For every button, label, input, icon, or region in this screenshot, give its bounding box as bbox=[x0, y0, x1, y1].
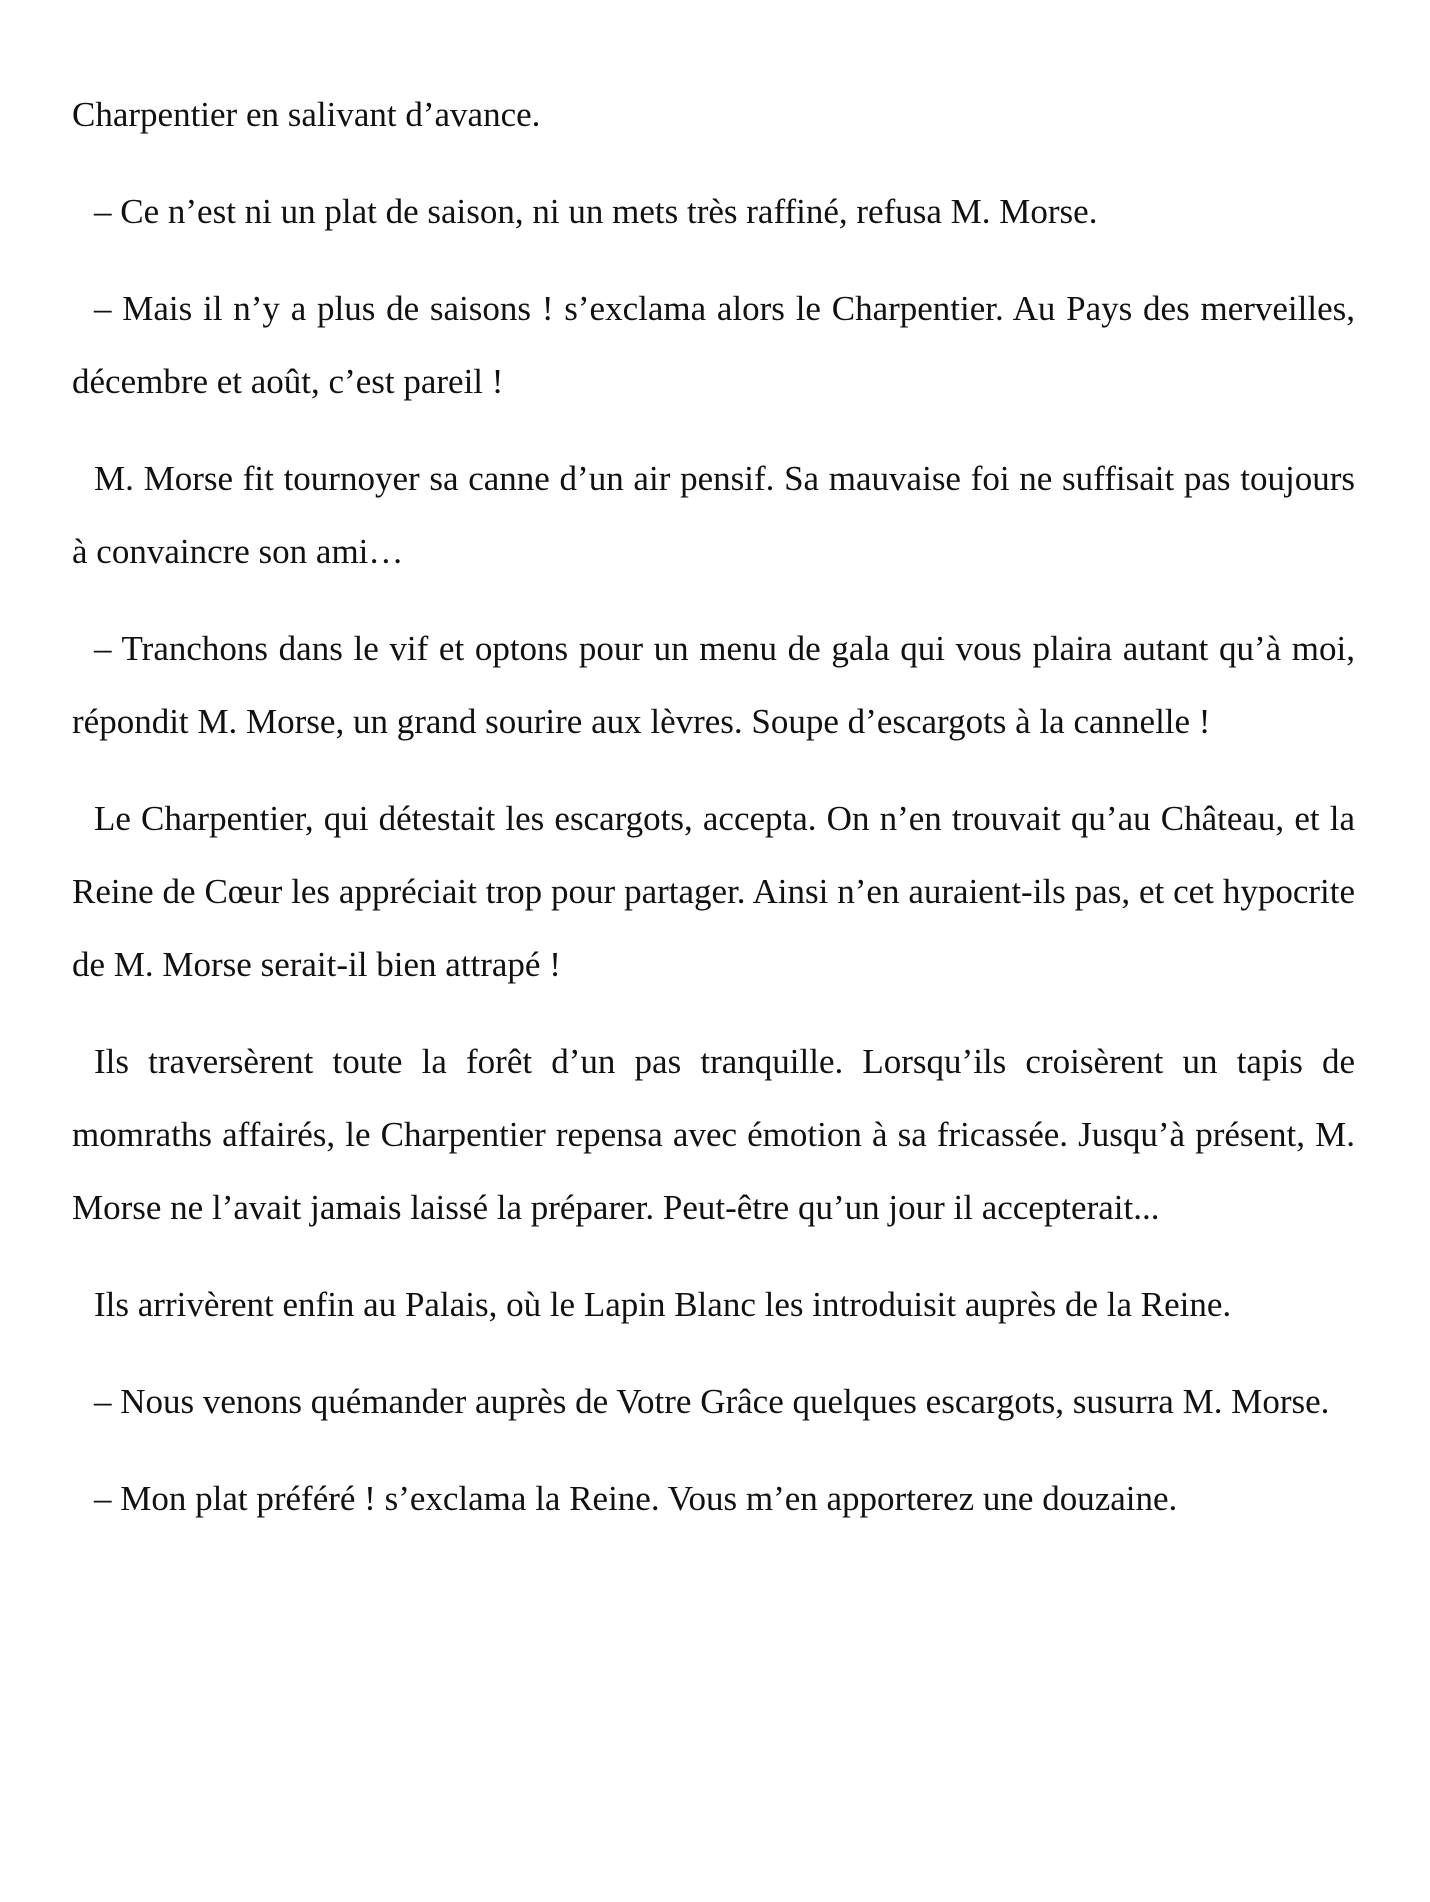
paragraph: Ils traversèrent toute la forêt d’un pas tranquille. Lorsqu’ils croisèrent un tapis de momraths affairés, le Charpentier repensa avec émotion à sa fricassée. Jusqu’à présent, M. Morse ne l’avait jamais laissé la préparer. Peut-être qu’un jour il accepterait... bbox=[72, 1042, 1355, 1227]
paragraph-dialogue: – Ce n’est ni un plat de saison, ni un mets très raffiné, refusa M. Morse. bbox=[94, 192, 1098, 231]
paragraph-dialogue: – Mon plat préféré ! s’exclama la Reine. Vous m’en apporterez une douzaine. bbox=[94, 1479, 1178, 1518]
paragraph-dialogue: – Nous venons quémander auprès de Votre Grâce quelques escargots, susurra M. Morse. bbox=[94, 1382, 1330, 1421]
paragraph-dialogue: – Tranchons dans le vif et optons pour un menu de gala qui vous plaira autant qu’à moi, répondit M. Morse, un grand sourire aux lèvres. Soupe d’escargots à la cannelle ! bbox=[72, 629, 1355, 741]
document-page bbox=[72, 78, 1355, 1559]
paragraph-dialogue: – Mais il n’y a plus de saisons ! s’exclama alors le Charpentier. Au Pays des merveilles, décembre et août, c’est pareil ! bbox=[72, 289, 1355, 401]
paragraph: Ils arrivèrent enfin au Palais, où le Lapin Blanc les introduisit auprès de la Reine. bbox=[94, 1285, 1232, 1324]
paragraph: M. Morse fit tournoyer sa canne d’un air pensif. Sa mauvaise foi ne suffisait pas toujours à convaincre son ami… bbox=[72, 459, 1355, 571]
paragraph-continuation: Charpentier en salivant d’avance. bbox=[72, 95, 541, 134]
paragraph: Le Charpentier, qui détestait les escargots, accepta. On n’en trouvait qu’au Château, et la Reine de Cœur les appréciait trop pour partager. Ainsi n’en auraient-ils pas, et cet hypocrite de M. Morse serait-il bien attrapé ! bbox=[72, 799, 1355, 984]
